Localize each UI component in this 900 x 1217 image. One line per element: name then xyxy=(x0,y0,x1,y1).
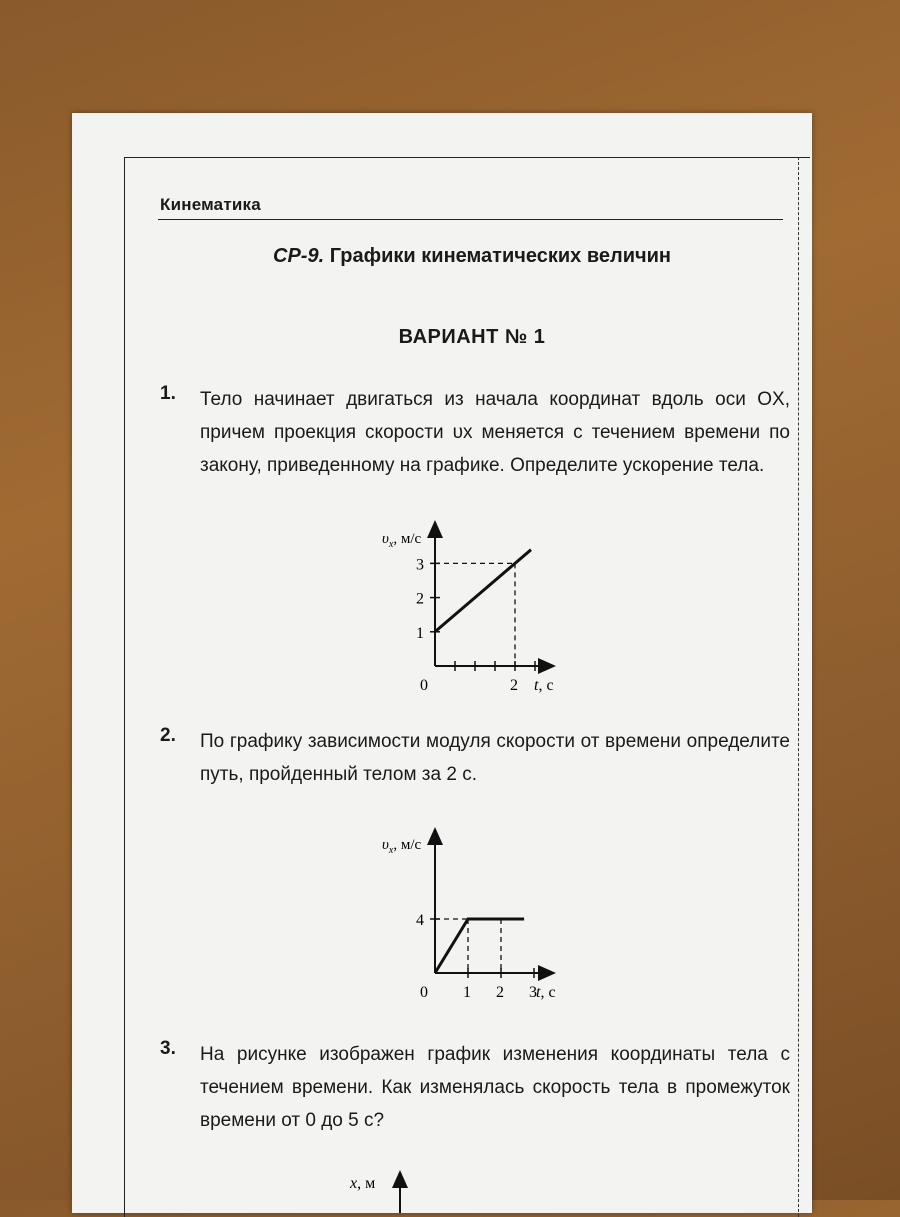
problem-text: Тело начинает двигаться из начала координат вдоль оси OX, причем проекция скорости υx меняется с течением времени по закону, приведенному на графике. Определите ускорение тела. xyxy=(200,389,790,476)
y-tick-label-1: 1 xyxy=(416,624,424,642)
x-ticks xyxy=(430,919,534,978)
x-tick-label-1: 1 xyxy=(463,984,471,1001)
data-line xyxy=(435,919,524,973)
x-tick-label-2: 2 xyxy=(510,677,518,694)
problem-1 xyxy=(160,383,790,482)
velocity-graph-1 xyxy=(368,516,578,696)
y-axis-label: x, м xyxy=(350,1175,376,1192)
x-tick-label-3: 3 xyxy=(529,984,537,1001)
problem-text: По графику зависимости модуля скорости от времени определите путь, пройденный телом за 2 с. xyxy=(200,731,790,785)
variant-heading: ВАРИАНТ № 1 xyxy=(398,326,546,348)
frame-left-border xyxy=(124,157,125,1217)
x-axis-label: t, с xyxy=(534,677,554,694)
y-tick-label-2: 2 xyxy=(416,590,424,608)
title-text: Графики кинематических величин xyxy=(329,245,671,267)
x-axis-label: t, с xyxy=(536,984,556,1001)
header-rule xyxy=(158,219,783,220)
data-line xyxy=(435,550,531,632)
running-head: Кинематика xyxy=(160,195,261,214)
problem-number: 2. xyxy=(160,725,176,746)
problem-3 xyxy=(160,1038,790,1137)
title-code: СР-9. xyxy=(273,245,325,267)
y-tick-label-3: 3 xyxy=(416,556,424,574)
problem-2 xyxy=(160,725,790,791)
origin-label: 0 xyxy=(420,677,428,694)
velocity-graph-2 xyxy=(368,821,578,1006)
page-title xyxy=(72,245,872,268)
problem-number: 3. xyxy=(160,1038,176,1059)
worksheet-page xyxy=(72,113,812,1213)
cut-line-dashed xyxy=(798,157,799,1217)
problem-text: На рисунке изображен график изменения координаты тела с течением времени. Как изменялась скорость тела в промежуток времени от 0 до 5 с? xyxy=(200,1044,790,1131)
y-tick-label-4: 4 xyxy=(416,912,424,929)
origin-label: 0 xyxy=(420,984,428,1001)
frame-top-border xyxy=(124,157,810,158)
coordinate-graph-3 xyxy=(334,1168,454,1213)
x-tick-label-2: 2 xyxy=(496,984,504,1001)
y-axis-label: $\upsilon_x$, м/с xyxy=(382,837,422,856)
x-minor-ticks xyxy=(430,563,535,671)
problem-number: 1. xyxy=(160,383,176,404)
y-axis-label: $\upsilon_x$, м/с xyxy=(382,531,422,550)
